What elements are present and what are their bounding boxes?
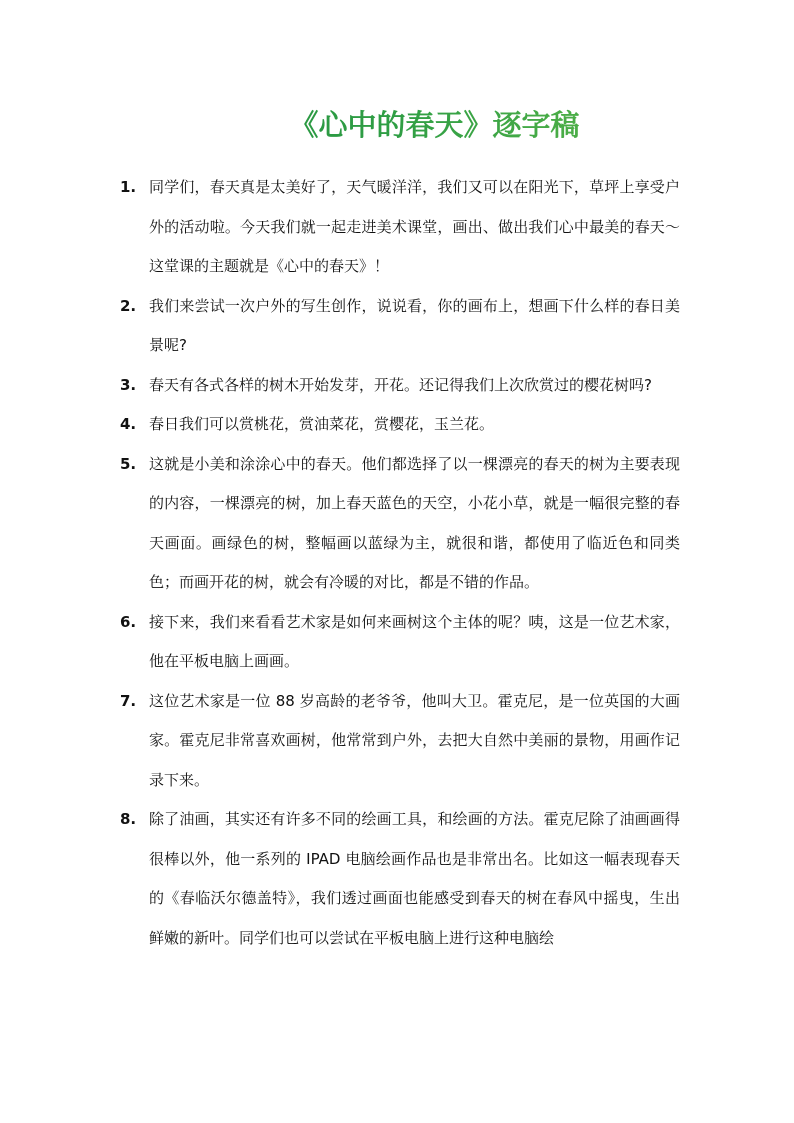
list-item-text: 除了油画，其实还有许多不同的绘画工具，和绘画的方法。霍克尼除了油画画得很棒以外，他一系列的 IPAD 电脑绘画作品也是非常出名。比如这一幅表现春天的《春临沃尔德盖特》，我们透过画面也能感受到春天的树在春风中摇曳，生出鲜嫩的新叶。同学们也可以尝试在平板电脑上进行这种电脑绘 bbox=[149, 810, 680, 947]
list-item bbox=[0, 603, 680, 682]
list-item-text: 春日我们可以赏桃花，赏油菜花，赏樱花，玉兰花。 bbox=[149, 415, 495, 433]
list-item bbox=[0, 287, 680, 366]
list-item bbox=[0, 800, 680, 958]
numbered-list bbox=[0, 168, 794, 958]
list-item-text: 这位艺术家是一位 88 岁高龄的老爷爷，他叫大卫。霍克尼，是一位英国的大画家。霍克尼非常喜欢画树，他常常到户外，去把大自然中美丽的景物，用画作记录下来。 bbox=[149, 691, 680, 789]
list-item-number: 7. bbox=[120, 691, 137, 710]
list-item bbox=[0, 405, 680, 445]
list-item-text: 春天有各式各样的树木开始发芽，开花。还记得我们上次欣赏过的樱花树吗? bbox=[149, 375, 652, 394]
list-item-text: 我们来尝试一次户外的写生创作，说说看，你的画布上，想画下什么样的春日美景呢? bbox=[149, 296, 680, 354]
list-item-number: 8. bbox=[120, 810, 137, 828]
list-item-number: 3. bbox=[120, 375, 137, 394]
list-item bbox=[0, 445, 680, 603]
list-item bbox=[0, 168, 680, 287]
list-item-text: 这就是小美和涂涂心中的春天。他们都选择了以一棵漂亮的春天的树为主要表现的内容，一棵漂亮的树，加上春天蓝色的天空，小花小草，就是一幅很完整的春天画面。画绿色的树，整幅画以蓝绿为主，就很和谐，都使用了临近色和同类色；而画开花的树，就会有冷暖的对比，都是不错的作品。 bbox=[149, 454, 680, 591]
list-item bbox=[0, 682, 680, 801]
list-item-number: 6. bbox=[120, 612, 137, 631]
document-title: 《心中的春天》逐字稿 bbox=[0, 100, 794, 150]
list-item-text: 同学们，春天真是太美好了，天气暖洋洋，我们又可以在阳光下，草坪上享受户外的活动啦。今天我们就一起走进美术课堂，画出、做出我们心中最美的春天～ 这堂课的主题就是《心中的春天》！ bbox=[149, 178, 680, 275]
list-item bbox=[0, 366, 680, 406]
list-item-number: 1. bbox=[120, 178, 137, 196]
list-item-number: 5. bbox=[120, 454, 137, 473]
list-item-number: 4. bbox=[120, 415, 137, 433]
list-item-number: 2. bbox=[120, 296, 137, 315]
list-item-text: 接下来，我们来看看艺术家是如何来画树这个主体的呢？咦，这是一位艺术家，他在平板电脑上画画。 bbox=[149, 612, 680, 670]
